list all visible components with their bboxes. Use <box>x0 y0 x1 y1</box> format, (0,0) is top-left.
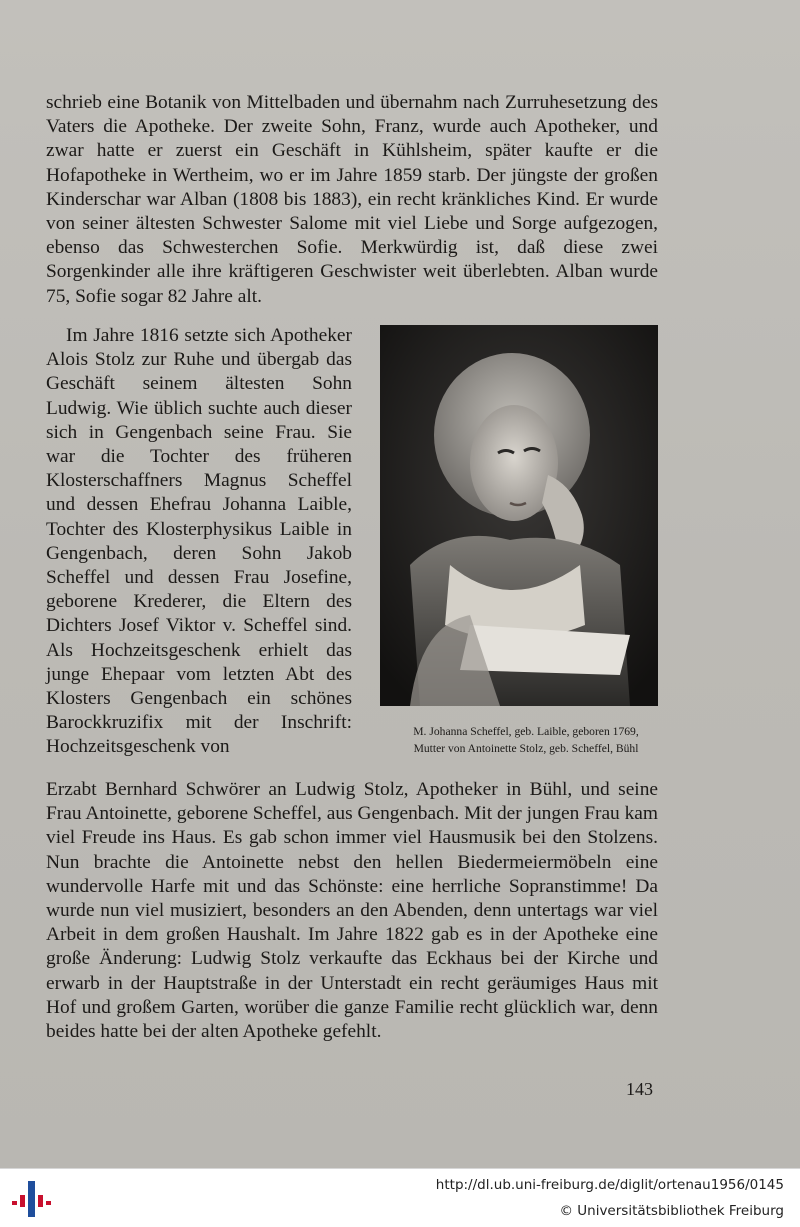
paragraph-2-column-text: Im Jahre 1816 setzte sich Apotheker Alois Stolz zur Ruhe und übergab das Geschäft seinem ältesten Sohn Ludwig. Wie üblich suchte auch dieser sich in Gengenbach seine Frau. Sie war die Tochter des früheren Klosterschaffners Magnus Scheffel und dessen Ehefrau Johanna Laible, Tochter des Klosterphysikus Laible in Gengenbach, deren Sohn Jakob Scheffel und dessen Frau Josefine, geborene Krederer, die Eltern des Dichters Josef Viktor v. Scheffel sind. Als Hochzeitsgeschenk erhielt das junge Ehepaar vom letzten Abt des Klosters Gengenbach ein schönes Barockkruzifix mit der Inschrift: Hochzeitsgeschenk von <box>46 325 352 758</box>
portrait-photo <box>380 325 658 706</box>
paragraph-1 <box>46 91 658 309</box>
footer-bar <box>0 1168 800 1227</box>
paragraph-2-continued-text: Erzabt Bernhard Schwörer an Ludwig Stolz, Apotheker in Bühl, und seine Frau Antoinette, geborene Scheffel, aus Gengenbach. Mit der jungen Frau kam viel Freude ins Haus. Es gab schon immer viel Hausmusik bei den Stolzens. Nun brachte die Antoinette nebst den hellen Biedermeiermöbeln eine wundervolle Harfe mit und das Schönste: eine herrliche Sopranstimme! Da wurde nun viel musiziert, besonders an den Abenden, denn untertags war viel Arbeit in dem großen Haushalt. Im Jahre 1822 gab es in der Apotheke eine große Änderung: Ludwig Stolz verkaufte das Eckhaus bei der Kirche und erwarb in der Hauptstraße in der Unterstadt ein recht geräumiges Haus mit Hof und großem Garten, worüber die ganze Familie recht glücklich war, denn beides hatte bei der alten Apotheke gefehlt. <box>46 779 658 1043</box>
paragraph-1-text: schrieb eine Botanik von Mittelbaden und übernahm nach Zurruhesetzung des Vaters die Apotheke. Der zweite Sohn, Franz, wurde auch Apotheker, und zwar hatte er zuerst ein Geschäft in Kühlsheim, später kaufte er die Hofapotheke in Wertheim, wo er im Jahre 1859 starb. Der jüngste der großen Kinderschar war Alban (1808 bis 1883), ein recht kränkliches Kind. Er wurde von seiner ältesten Schwester Salome mit viel Liebe und Sorge aufgezogen, ebenso das Schwesterchen Sofie. Merkwürdig ist, daß diese zwei Sorgenkinder alle ihre kräftigeren Geschwister weit überlebten. Alban wurde 75, Sofie sogar 82 Jahre alt. <box>46 92 658 307</box>
footer-url-link[interactable]: http://dl.ub.uni-freiburg.de/diglit/ortenau1956/0145 <box>435 1177 784 1193</box>
portrait-image <box>380 325 658 706</box>
caption-line-2: Mutter von Antoinette Stolz, geb. Scheffel, Bühl <box>413 742 639 755</box>
caption-line-1: M. Johanna Scheffel, geb. Laible, geboren 1769, <box>413 725 639 738</box>
paragraph-2-continued <box>46 778 658 1044</box>
ub-freiburg-logo-icon <box>12 1179 54 1223</box>
footer-copyright: © Universitätsbibliothek Freiburg <box>559 1203 784 1219</box>
page-number: 143 <box>626 1079 653 1099</box>
portrait-caption <box>380 723 672 757</box>
